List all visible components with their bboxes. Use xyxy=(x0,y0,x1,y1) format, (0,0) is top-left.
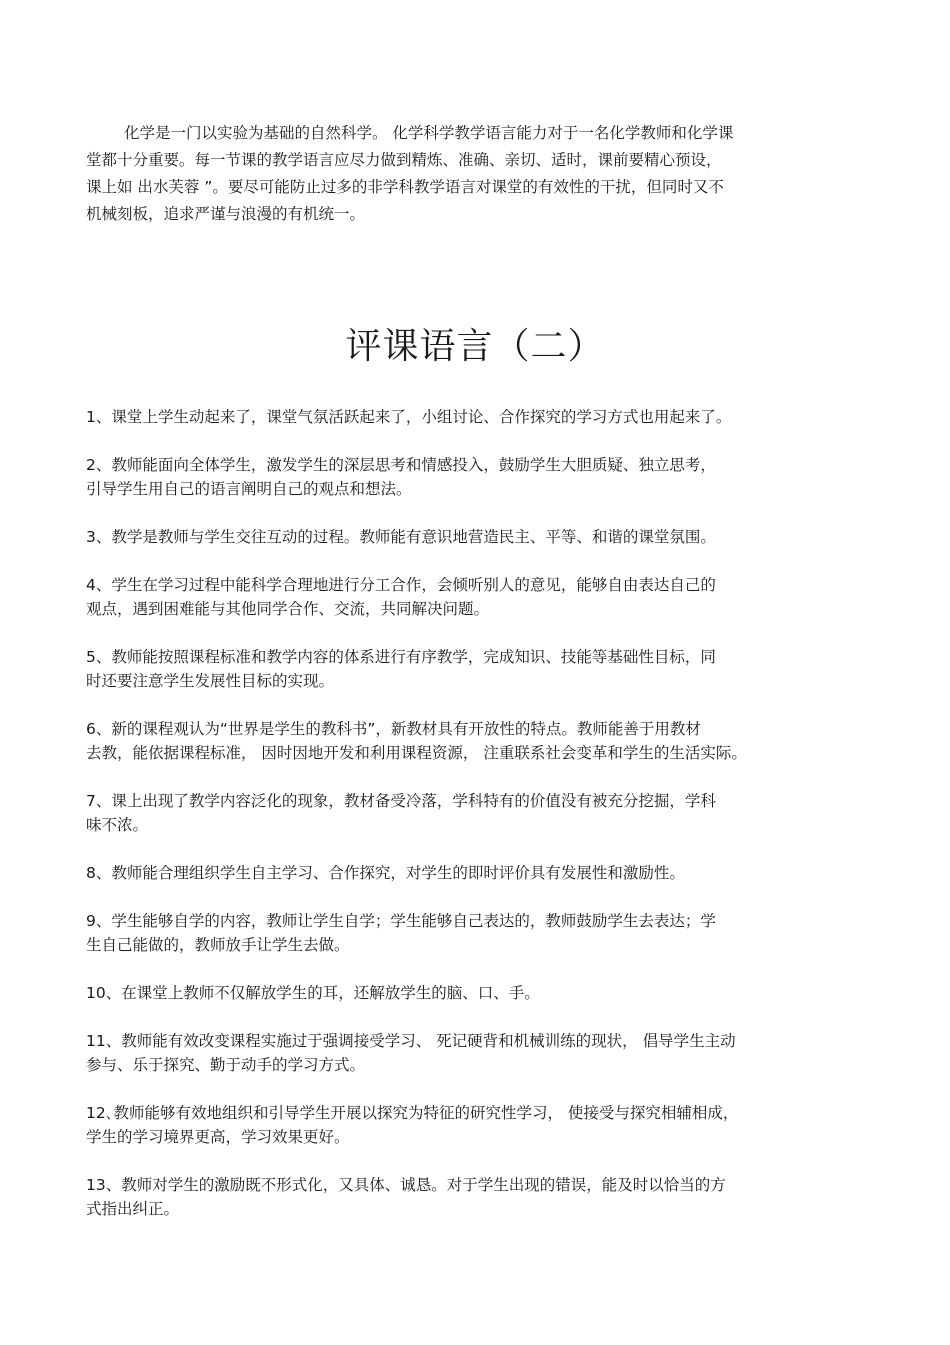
comment-item-line: 3、教学是教师与学生交往互动的过程。教师能有意识地营造民主、平等、和谐的课堂氛围。 xyxy=(86,528,716,546)
intro-line: 机械刻板，追求严谨与浪漫的有机统一。 xyxy=(86,205,366,223)
comment-item xyxy=(86,453,866,501)
comment-item-line: 时还要注意学生发展性目标的实现。 xyxy=(86,672,335,690)
comment-item xyxy=(86,789,866,837)
comment-item-line: 4、学生在学习过程中能科学合理地进行分工合作，会倾听别人的意见，能够自由表达自己的 xyxy=(86,576,716,594)
comment-item-line: 6、新的课程观认为“世界是学生的教科书”，新教材具有开放性的特点。教师能善于用教材 xyxy=(86,720,701,738)
intro-line: 堂都十分重要。每一节课的教学语言应尽力做到精炼、准确、亲切、适时，课前要精心预设， xyxy=(86,151,722,169)
comment-item xyxy=(86,981,866,1005)
comment-item-line: 9、学生能够自学的内容，教师让学生自学；学生能够自己表达的，教师鼓励学生去表达；学 xyxy=(86,912,716,930)
comment-item-line: 生自己能做的，教师放手让学生去做。 xyxy=(86,936,350,954)
comment-item xyxy=(86,861,866,885)
comment-item-line: 引导学生用自己的语言阐明自己的观点和想法。 xyxy=(86,480,412,498)
comment-item-line: 1、课堂上学生动起来了，课堂气氛活跃起来了，小组讨论、合作探究的学习方式也用起来了。 xyxy=(86,408,732,426)
comment-item-line: 11、教师能有效改变课程实施过于强调接受学习、 死记硬背和机械训练的现状， 倡导学生主动 xyxy=(86,1032,736,1050)
comment-item-line: 观点，遇到困难能与其他同学合作、交流，共同解决问题。 xyxy=(86,600,490,618)
comment-item-line: 参与、乐于探究、勤于动手的学习方式。 xyxy=(86,1056,366,1074)
comment-item-line: 7、课上出现了教学内容泛化的现象，教材备受冷落，学科特有的价值没有被充分挖掘，学科 xyxy=(86,792,716,810)
comment-item xyxy=(86,573,866,621)
comment-item-line: 10、在课堂上教师不仅解放学生的耳，还解放学生的脑、口、手。 xyxy=(86,984,540,1002)
comment-item-line: 5、教师能按照课程标准和教学内容的体系进行有序教学，完成知识、技能等基础性目标，同 xyxy=(86,648,716,666)
comment-item-line: 13、教师对学生的激励既不形式化，又具体、诚恳。对于学生出现的错误，能及时以恰当的方 xyxy=(86,1176,726,1194)
comment-item xyxy=(86,525,866,549)
comment-item xyxy=(86,1173,866,1221)
comment-item xyxy=(86,405,866,429)
comment-list xyxy=(86,405,866,1221)
comment-item-line: 8、教师能合理组织学生自主学习、合作探究，对学生的即时评价具有发展性和激励性。 xyxy=(86,864,685,882)
comment-item xyxy=(86,717,866,765)
comment-item xyxy=(86,645,866,693)
comment-item-line: 学生的学习境界更高，学习效果更好。 xyxy=(86,1128,350,1146)
intro-line: 化学是一门以实验为基础的自然科学。 化学科学教学语言能力对于一名化学教师和化学课 xyxy=(124,124,734,142)
comment-item-line: 2、教师能面向全体学生，激发学生的深层思考和情感投入，鼓励学生大胆质疑、独立思考， xyxy=(86,456,716,474)
comment-item xyxy=(86,1029,866,1077)
comment-item-line: 去教，能依据课程标准， 因时因地开发和利用课程资源， 注重联系社会变革和学生的生活实际。 xyxy=(86,744,747,762)
comment-item xyxy=(86,909,866,957)
page-title: 评课语言（二） xyxy=(345,326,605,367)
comment-item xyxy=(86,1101,866,1149)
comment-item-line: 式指出纠正。 xyxy=(86,1200,180,1218)
intro-line: 课上如 出水芙蓉 ”。要尽可能防止过多的非学科教学语言对课堂的有效性的干扰，但同时又不 xyxy=(86,178,724,196)
comment-item-line: 味不浓。 xyxy=(86,816,149,834)
intro-paragraph xyxy=(86,120,856,228)
comment-item-line: 12､教师能够有效地组织和引导学生开展以探究为特征的研究性学习， 使接受与探究相辅相成， xyxy=(86,1104,739,1122)
